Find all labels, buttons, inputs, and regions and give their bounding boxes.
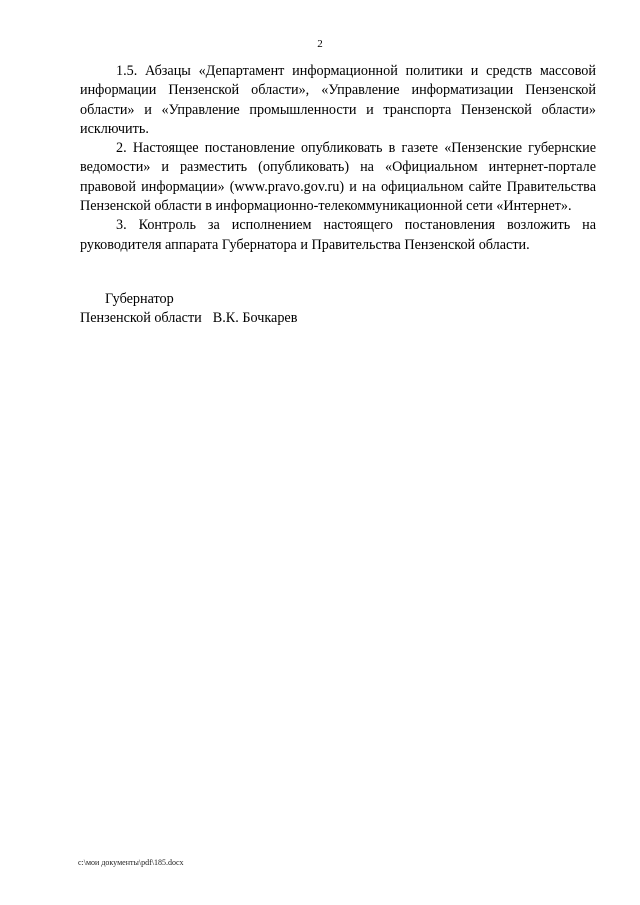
document-body	[80, 62, 596, 255]
signatory-name: В.К. Бочкарев	[212, 310, 298, 326]
signature-title: Губернатор	[105, 291, 174, 307]
footer-file-path: c:\мои документы\pdf\185.docx	[78, 858, 184, 867]
signature-line	[80, 309, 297, 328]
page-number: 2	[317, 38, 323, 50]
paragraph-2: 2. Настоящее постановление опубликовать в газете «Пензенские губернские ведомости» и разместить (опубликовать) на «Официальном интернет-портале правовой информации» (www.pravo.gov.ru) и на официальном сайте Правительства Пензенской области в информационно-телекоммуникационной сети «Интернет».	[80, 140, 596, 215]
paragraph-3: 3. Контроль за исполнением настоящего постановления возложить на руководителя аппарата Губернатора и Правительства Пензенской области.	[80, 217, 596, 253]
signature-region: Пензенской области	[80, 310, 202, 326]
paragraph-1-5: 1.5. Абзацы «Департамент информационной политики и средств массовой информации Пензенской области», «Управление информатизации Пензенской области» и «Управление промышленности и транспорта Пензенской области» исключить.	[80, 63, 596, 137]
signature-block	[80, 290, 297, 328]
